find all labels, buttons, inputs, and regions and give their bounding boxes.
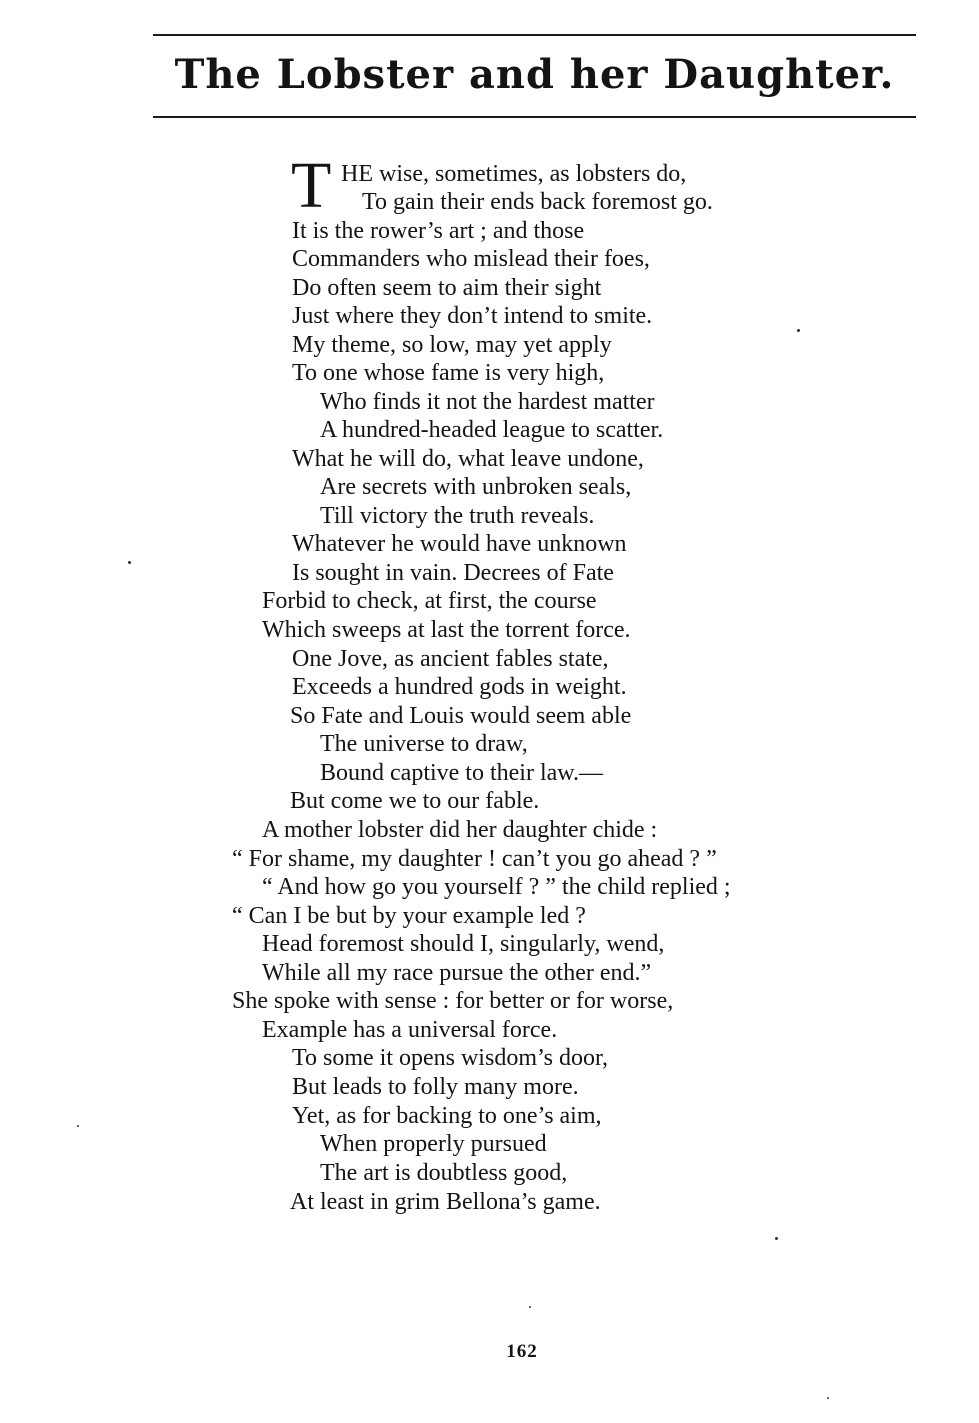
poem-line: While all my race pursue the other end.”: [262, 960, 652, 986]
poem-line: Just where they don’t intend to smite.: [292, 303, 653, 329]
poem-line: Are secrets with unbroken seals,: [320, 474, 632, 500]
title-underline: [153, 116, 916, 118]
poem-line: It is the rower’s art ; and those: [292, 218, 585, 244]
poem-line: What he will do, what leave undone,: [292, 446, 644, 472]
page-number: 162: [506, 1341, 538, 1362]
poem-line: “ And how go you yourself ? ” the child replied ;: [262, 874, 731, 900]
poem-line: Who finds it not the hardest matter: [320, 389, 655, 415]
poem-line: Which sweeps at last the torrent force.: [262, 617, 631, 643]
poem-line: Example has a universal force.: [262, 1017, 558, 1043]
print-speck: [77, 1125, 79, 1127]
print-speck: [797, 329, 800, 332]
poem-line: Is sought in vain. Decrees of Fate: [292, 560, 614, 586]
poem-line: “ For shame, my daughter ! can’t you go ahead ? ”: [232, 846, 717, 872]
poem-line: But leads to folly many more.: [292, 1074, 579, 1100]
poem-line: My theme, so low, may yet apply: [292, 332, 612, 358]
top-rule: [153, 34, 916, 36]
poem-line: “ Can I be but by your example led ?: [232, 903, 586, 929]
poem-line: When properly pursued: [320, 1131, 547, 1157]
print-speck: [128, 561, 131, 564]
poem-line: HE wise, sometimes, as lobsters do,: [341, 161, 687, 187]
poem-line: So Fate and Louis would seem able: [290, 703, 632, 729]
poem-line: A hundred-headed league to scatter.: [320, 417, 664, 443]
poem-line: The art is doubtless good,: [320, 1160, 568, 1186]
poem-line: The universe to draw,: [320, 731, 528, 757]
poem-line: To gain their ends back foremost go.: [362, 189, 713, 215]
poem-line: To some it opens wisdom’s door,: [292, 1045, 609, 1071]
print-speck: [827, 1397, 829, 1399]
poem-line: Whatever he would have unknown: [292, 531, 627, 557]
page-title: The Lobster and her Daughter.: [174, 51, 895, 98]
drop-cap: T: [291, 149, 332, 222]
poem-line: Forbid to check, at first, the course: [262, 588, 597, 614]
poem-line: One Jove, as ancient fables state,: [292, 646, 609, 672]
print-speck: [529, 1306, 531, 1308]
print-speck: [775, 1237, 778, 1240]
poem-line: Yet, as for backing to one’s aim,: [292, 1103, 602, 1129]
poem-line: Exceeds a hundred gods in weight.: [292, 674, 627, 700]
poem-line: Head foremost should I, singularly, wend,: [262, 931, 665, 957]
poem-line: Do often seem to aim their sight: [292, 275, 602, 301]
poem-line: At least in grim Bellona’s game.: [290, 1189, 601, 1215]
poem-line: But come we to our fable.: [290, 788, 540, 814]
poem-line: To one whose fame is very high,: [292, 360, 605, 386]
poem-line: Bound captive to their law.—: [320, 760, 604, 786]
poem-line: Till victory the truth reveals.: [320, 503, 595, 529]
poem-line: Commanders who mislead their foes,: [292, 246, 650, 272]
poem-line: She spoke with sense : for better or for worse,: [232, 988, 674, 1014]
poem-line: A mother lobster did her daughter chide :: [262, 817, 658, 843]
